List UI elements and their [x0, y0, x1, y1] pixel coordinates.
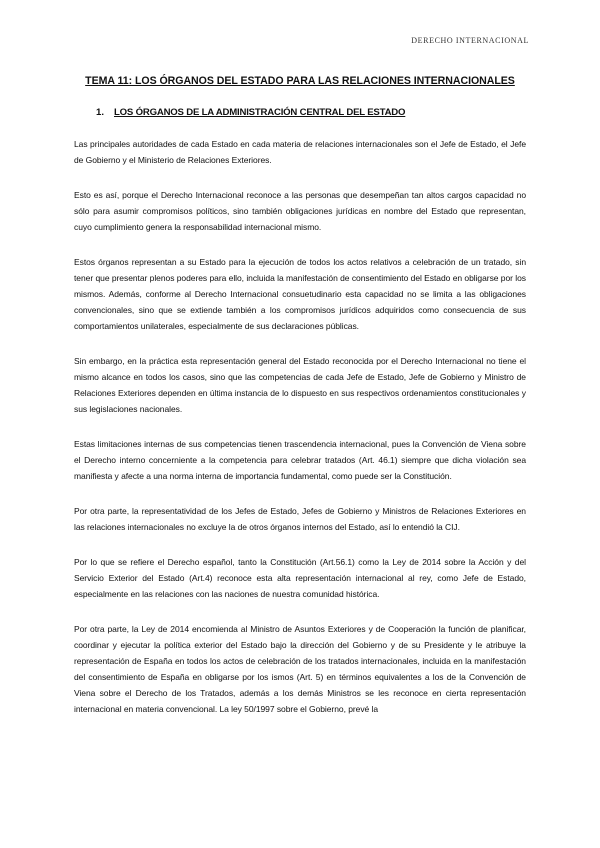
section-number: 1. [96, 107, 105, 118]
section-heading [96, 107, 405, 118]
paragraph-4: Sin embargo, en la práctica esta representación general del Estado reconocida por el Derecho Internacional no tiene el mismo alcance en todos los casos, sino que las competencias de cada Jefe de Estado, Jefe de Gobierno y Ministro de Relaciones Exteriores dependen en última instancia de lo dispuesto en sus respectivos ordenamientos constitucionales y sus legislaciones nacionales. [74, 356, 526, 414]
running-header: DERECHO INTERNACIONAL [411, 36, 529, 45]
paragraph-1: Las principales autoridades de cada Estado en cada materia de relaciones internacionales son el Jefe de Estado, el Jefe de Gobierno y el Ministerio de Relaciones Exteriores. [74, 139, 526, 165]
paragraph-6: Por otra parte, la representatividad de los Jefes de Estado, Jefes de Gobierno y Ministros de Relaciones Exteriores en las relaciones internacionales no excluye la de otros órganos internos del Estado, así lo entendió la CIJ. [74, 506, 526, 532]
section-label: LOS ÓRGANOS DE LA ADMINISTRACIÓN CENTRAL DEL ESTADO [114, 107, 406, 118]
document-body [74, 136, 526, 736]
paragraph-3: Estos órganos representan a su Estado para la ejecución de todos los actos relativos a celebración de un tratado, sin tener que presentar plenos poderes para ello, incluida la manifestación de consentimiento del Estado en obligarse por los mismos. Además, conforme al Derecho Internacional consuetudinario esta capacidad no se limita a las obligaciones convencionales, sino que se extiende también a los compromisos jurídicos adquiridos como consecuencia de sus comportamientos unilaterales, especialmente de sus declaraciones públicas. [74, 257, 526, 331]
page-title: TEMA 11: LOS ÓRGANOS DEL ESTADO PARA LAS RELACIONES INTERNACIONALES [85, 75, 515, 87]
paragraph-8: Por otra parte, la Ley de 2014 encomienda al Ministro de Asuntos Exteriores y de Cooperación la función de planificar, coordinar y ejecutar la política exterior del Estado bajo la dirección del Gobierno y de su Presidente y le atribuye la representación de España en todos los actos de celebración de los tratados internacionales, incluida en la manifestación del consentimiento de España en obligarse por los ismos (Art. 5) en términos equivalentes a los de la Convención de Viena sobre el Derecho de los Tratados, además a los demás Ministros se les reconoce en cierta representación internacional en materia convencional. La ley 50/1997 sobre el Gobierno, prevé la [74, 624, 526, 714]
paragraph-7: Por lo que se refiere el Derecho español, tanto la Constitución (Art.56.1) como la Ley de 2014 sobre la Acción y del Servicio Exterior del Estado (Art.4) reconoce esta alta representación internacional al rey, como Jefe de Estado, especialmente en las relaciones con las naciones de nuestra comunidad histórica. [74, 557, 526, 599]
paragraph-5: Estas limitaciones internas de sus competencias tienen trascendencia internacional, pues la Convención de Viena sobre el Derecho interno concerniente a la competencia para celebrar tratados (Art. 46.1) siempre que dicha violación sea manifiesta y afecte a una norma interna de importancia fundamental, como puede ser la Constitución. [74, 439, 526, 481]
paragraph-2: Esto es así, porque el Derecho Internacional reconoce a las personas que desempeñan tan altos cargos capacidad no sólo para asumir compromisos políticos, sino también obligaciones jurídicas en nombre del Estado que representan, cuyo cumplimiento genera la responsabilidad internacional mismo. [74, 190, 526, 232]
